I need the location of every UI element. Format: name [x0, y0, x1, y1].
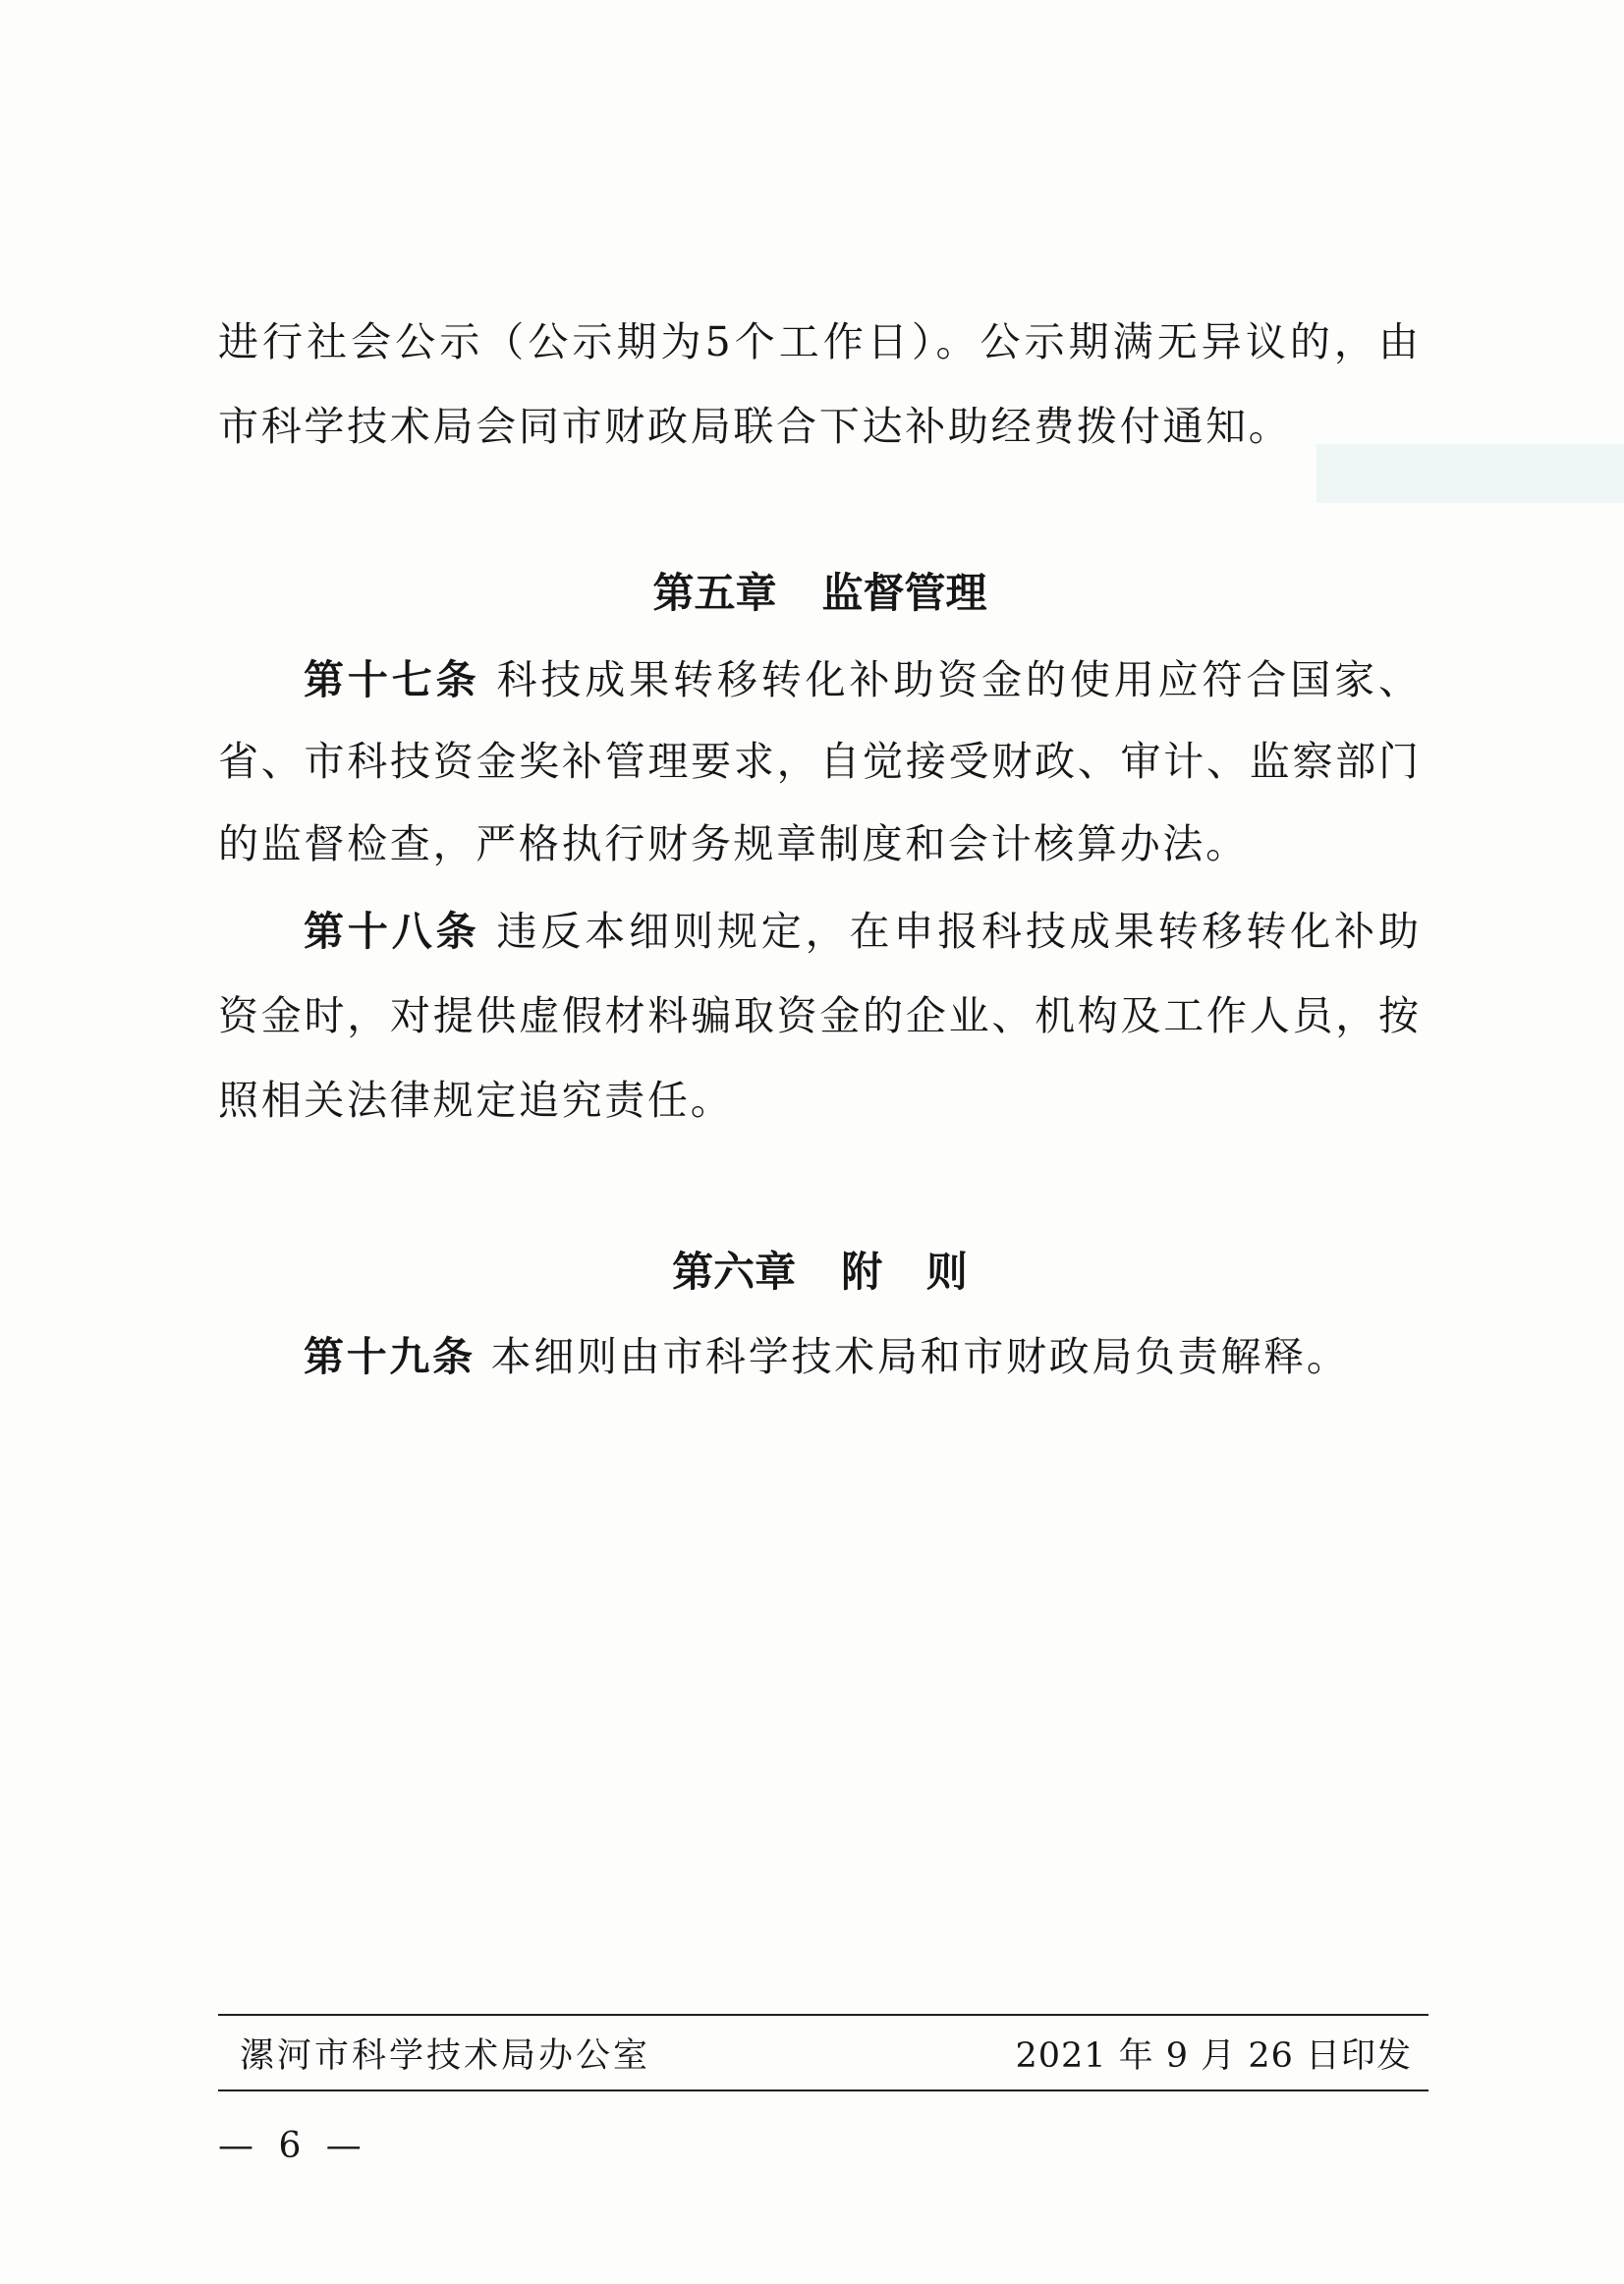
article-18-line: 照相关法律规定追究责任。 — [218, 1077, 734, 1124]
chapter-number: 第五章 — [652, 569, 777, 617]
footer-rule-top — [218, 2014, 1428, 2016]
article-text: 违反本细则规定，在申报科技成果转移转化补助 — [496, 908, 1419, 955]
article-18-line — [304, 908, 1419, 955]
article-label: 第十九条 — [304, 1333, 476, 1380]
chapter-name: 附 则 — [841, 1248, 968, 1296]
chapter-heading — [8, 569, 1624, 617]
scan-tint — [1316, 444, 1624, 503]
footer-rule-bottom — [218, 2089, 1428, 2091]
article-17-line — [304, 656, 1419, 703]
chapter-heading — [8, 1248, 1624, 1296]
article-text: 本细则由市科学技术局和市财政局负责解释。 — [490, 1333, 1350, 1380]
article-label: 第十七条 — [304, 656, 480, 703]
page-number: — 6 — — [218, 2126, 362, 2166]
article-17-line: 省、市科技资金奖补管理要求，自觉接受财政、审计、监察部门 — [218, 738, 1419, 785]
article-label: 第十八条 — [304, 908, 480, 955]
paragraph-line: 进行社会公示（公示期为5个工作日）。公示期满无异议的，由 — [218, 318, 1419, 365]
chapter-number: 第六章 — [672, 1248, 797, 1296]
issue-date: 2021 年 9 月 26 日印发 — [1015, 2036, 1412, 2076]
article-text: 科技成果转移转化补助资金的使用应符合国家、 — [496, 656, 1419, 703]
chapter-name: 监督管理 — [821, 569, 987, 617]
article-19-line — [304, 1333, 1350, 1380]
article-17-line: 的监督检查，严格执行财务规章制度和会计核算办法。 — [218, 820, 1249, 867]
article-18-line: 资金时，对提供虚假材料骗取资金的企业、机构及工作人员，按 — [218, 992, 1419, 1039]
paragraph-line: 市科学技术局会同市财政局联合下达补助经费拨付通知。 — [218, 403, 1292, 450]
issuer: 漯河市科学技术局办公室 — [240, 2036, 651, 2076]
